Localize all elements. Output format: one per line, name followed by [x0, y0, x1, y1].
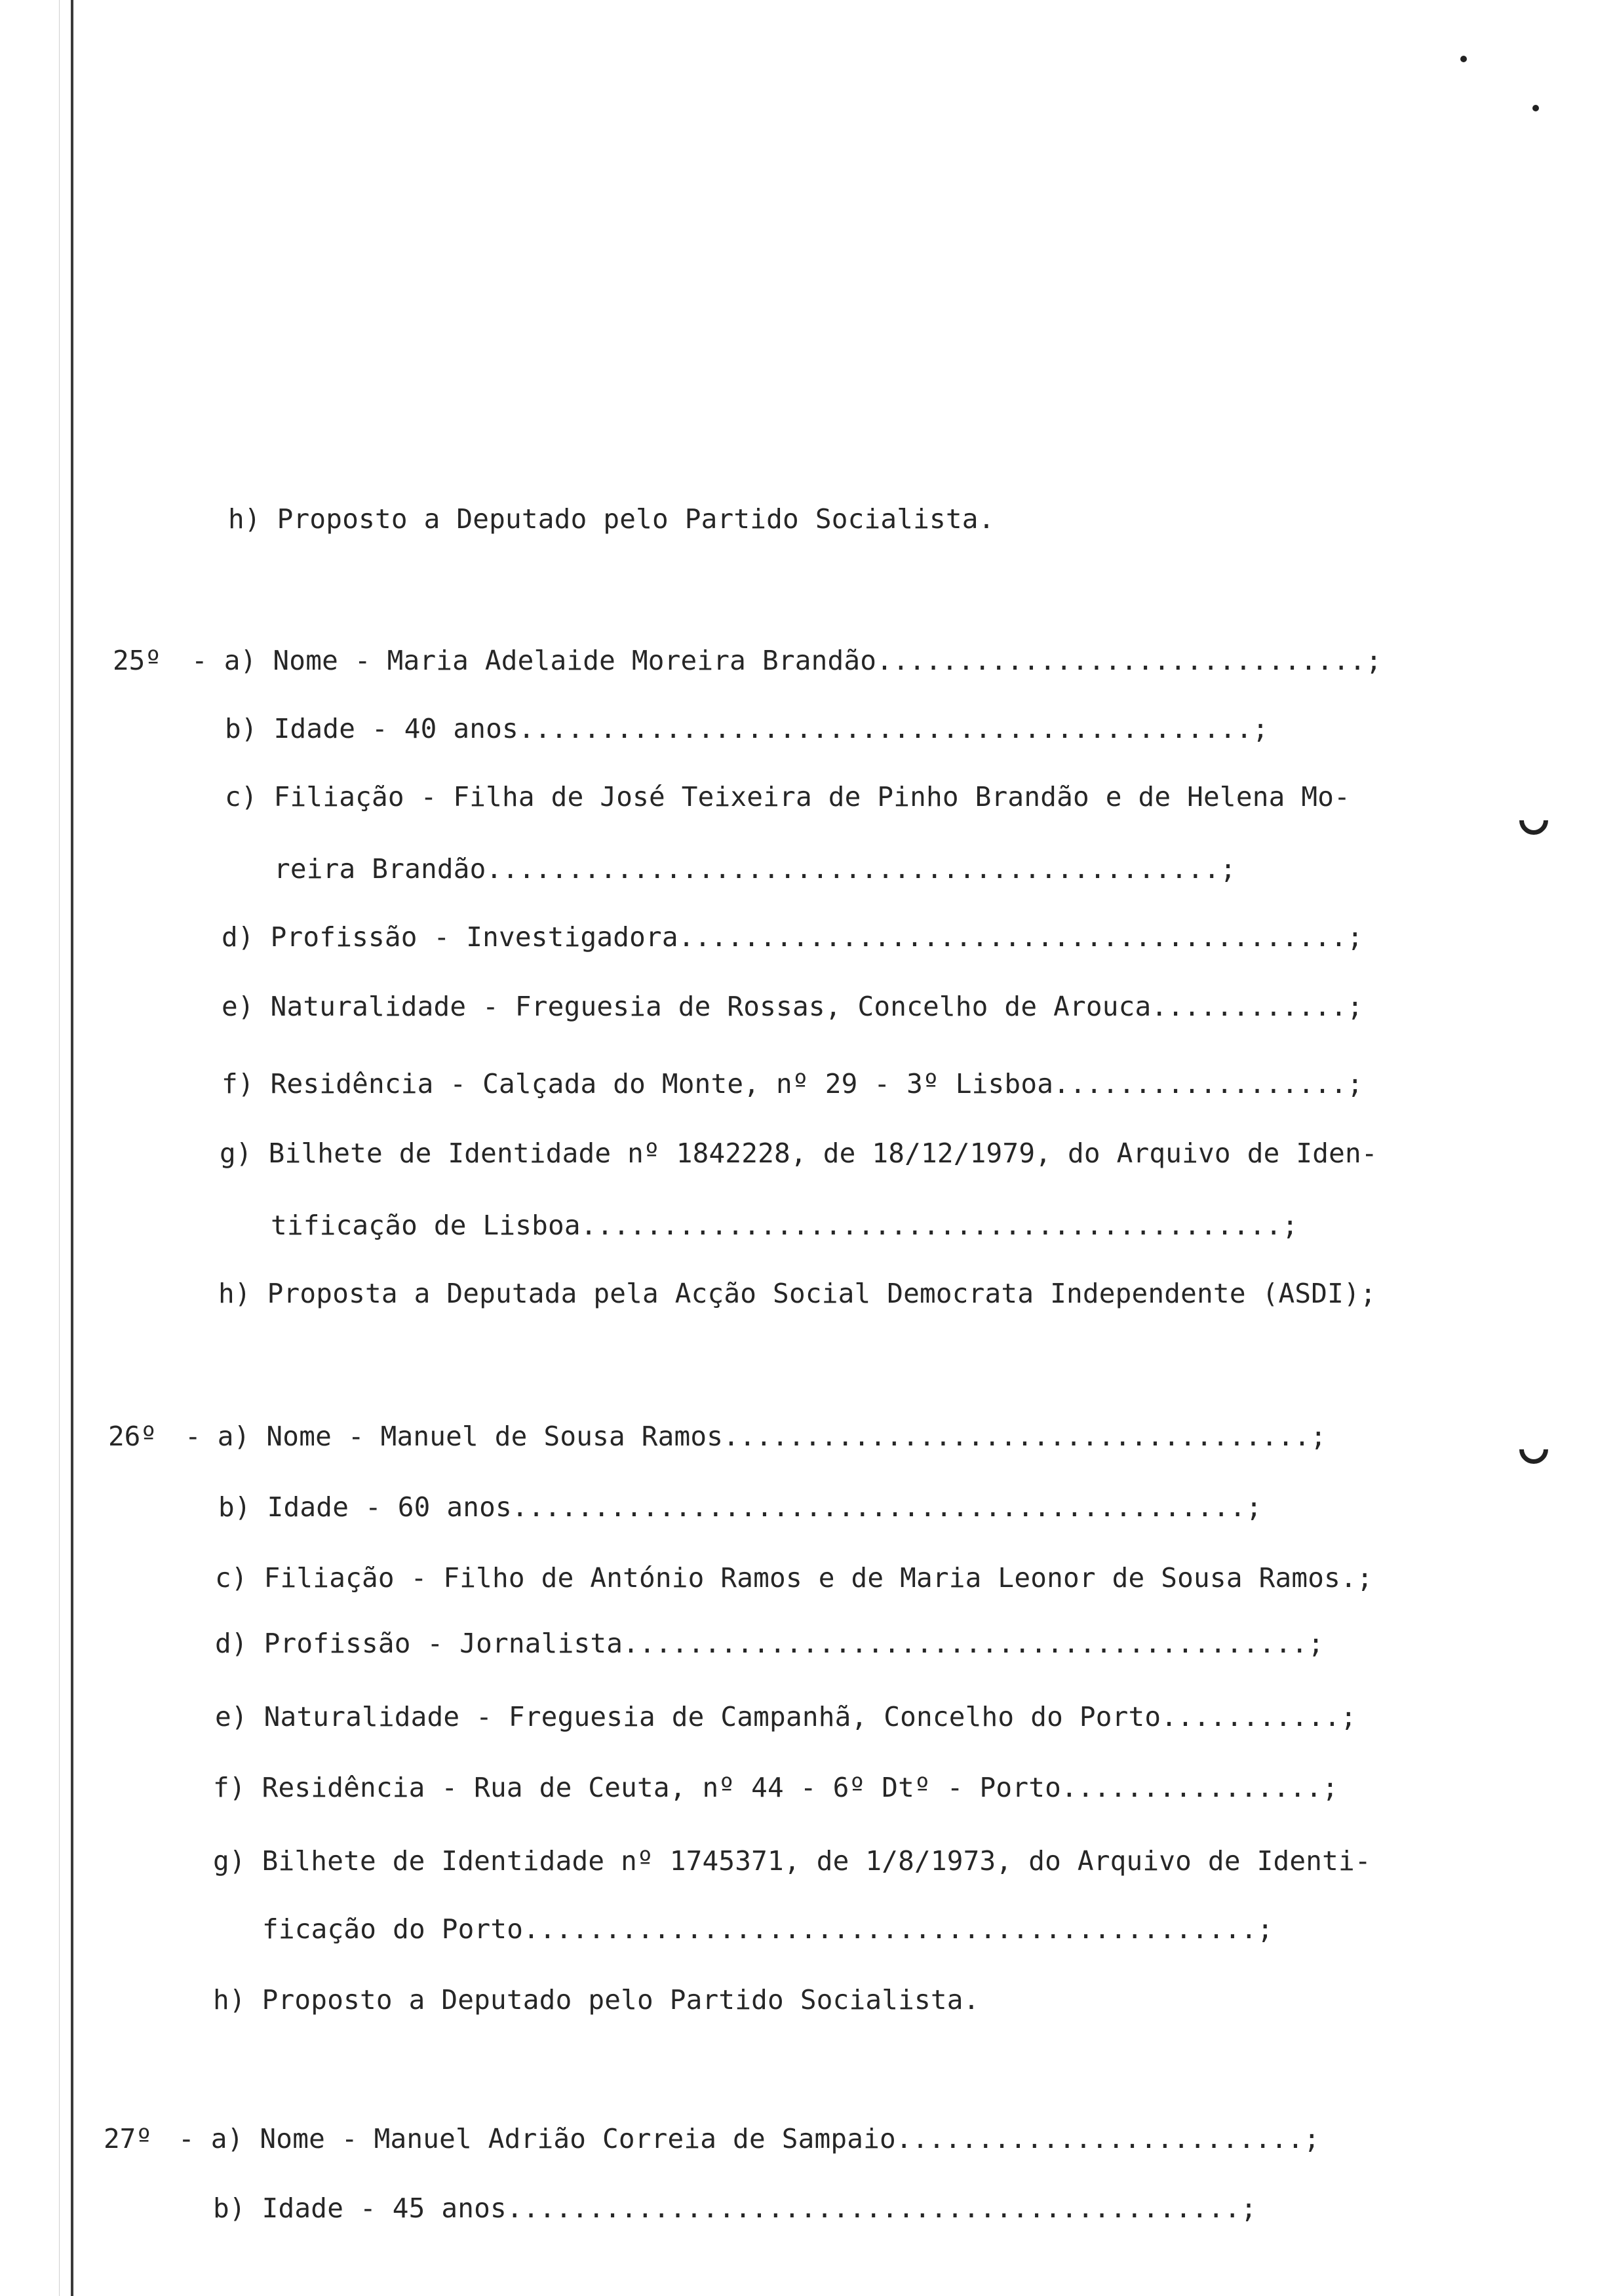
entry-25-line-a: - a) Nome - Maria Adelaide Moreira Brandão..............................;	[191, 645, 1382, 676]
entry-25-line-c2: reira Brandão.............................................;	[274, 853, 1237, 885]
check-mark	[1513, 1429, 1554, 1470]
entry-26-line-d: d) Profissão - Jornalista..........................................;	[215, 1628, 1325, 1659]
entry-25-line-b: b) Idade - 40 anos.............................................;	[225, 713, 1269, 744]
entry-26-line-g2: ficação do Porto.............................................;	[262, 1913, 1274, 1945]
entry-26-line-f: f) Residência - Rua de Ceuta, nº 44 - 6º Dtº - Porto................;	[213, 1772, 1339, 1803]
entry-26-line-b: b) Idade - 60 anos.............................................;	[218, 1491, 1262, 1523]
margin-rule-thin	[59, 0, 60, 2296]
entry-25-line-g2: tificação de Lisboa...........................................;	[271, 1210, 1298, 1241]
entry-27-number: 27º	[104, 2123, 153, 2154]
entry-25-line-e: e) Naturalidade - Freguesia de Rossas, Concelho de Arouca............;	[222, 991, 1363, 1022]
entry-27-line-a: - a) Nome - Manuel Adrião Correia de Sampaio.........................;	[178, 2123, 1320, 2154]
binder-hole-mark	[1460, 56, 1467, 62]
entry-26-line-c: c) Filiação - Filho de António Ramos e de Maria Leonor de Sousa Ramos.;	[215, 1562, 1373, 1594]
entry-26-line-g1: g) Bilhete de Identidade nº 1745371, de 1/8/1973, do Arquivo de Identi-	[213, 1845, 1371, 1877]
margin-rule	[71, 0, 73, 2296]
binder-hole-mark	[1532, 105, 1539, 111]
entry-25-line-c1: c) Filiação - Filha de José Teixeira de Pinho Brandão e de Helena Mo-	[225, 781, 1351, 813]
entry-25-line-g1: g) Bilhete de Identidade nº 1842228, de 18/12/1979, do Arquivo de Iden-	[220, 1138, 1378, 1169]
entry-25-line-f: f) Residência - Calçada do Monte, nº 29 - 3º Lisboa..................;	[222, 1068, 1363, 1100]
check-mark	[1513, 800, 1554, 841]
entry-26-number: 26º	[108, 1421, 157, 1452]
entry-24-line-h: h) Proposto a Deputado pelo Partido Socialista.	[228, 503, 995, 535]
entry-26-line-h: h) Proposto a Deputado pelo Partido Socialista.	[213, 1984, 980, 2016]
entry-25-line-h: h) Proposta a Deputada pela Acção Social Democrata Independente (ASDI);	[218, 1278, 1376, 1309]
entry-27-line-b: b) Idade - 45 anos.............................................;	[213, 2192, 1257, 2224]
entry-26-line-a: - a) Nome - Manuel de Sousa Ramos....................................;	[185, 1421, 1327, 1452]
entry-26-line-e: e) Naturalidade - Freguesia de Campanhã, Concelho do Porto...........;	[215, 1701, 1357, 1732]
entry-25-line-d: d) Profissão - Investigadora.........................................;	[222, 921, 1363, 953]
entry-25-number: 25º	[113, 645, 162, 676]
